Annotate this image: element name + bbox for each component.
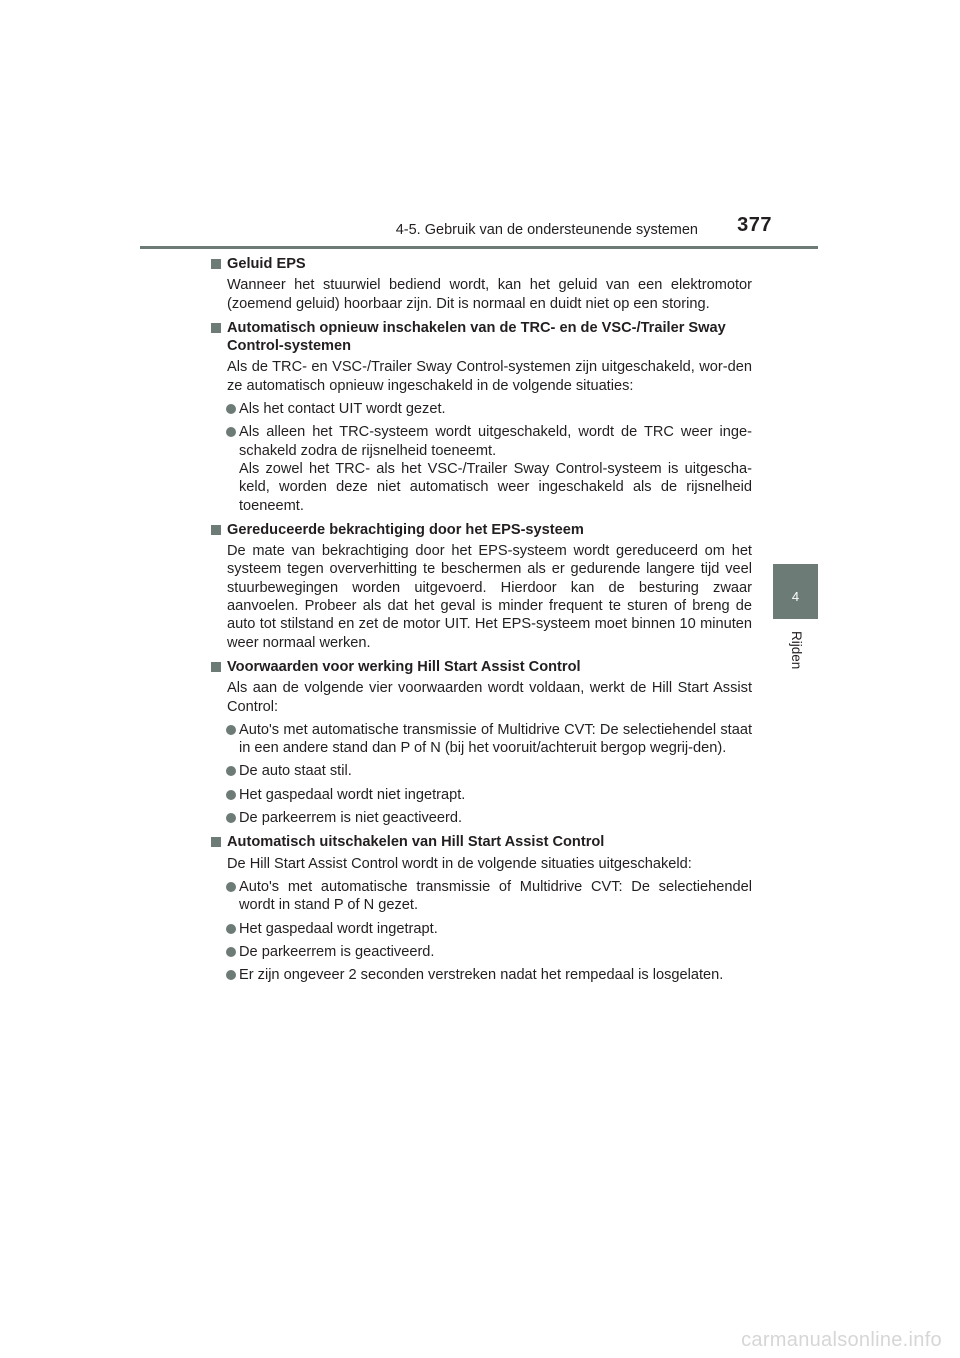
round-bullet-icon	[226, 947, 236, 957]
round-bullet-icon	[226, 970, 236, 980]
list-item-text: Auto's met automatische transmissie of Multidrive CVT: De selectiehendel wordt in stand P of N gezet.	[239, 878, 752, 914]
list-item-text: Als het contact UIT wordt gezet.	[239, 401, 446, 418]
list-item	[210, 878, 752, 915]
chapter-title: 4-5. Gebruik van de ondersteunende systemen	[395, 222, 698, 238]
paragraph: Als aan de volgende vier voorwaarden wordt voldaan, werkt de Hill Start Assist Control:	[227, 680, 752, 715]
page-number: 377	[737, 214, 772, 236]
round-bullet-icon	[226, 813, 236, 823]
section-hill-start-conditions	[210, 658, 752, 827]
square-bullet-icon	[211, 837, 221, 847]
paragraph: Als de TRC- en VSC-/Trailer Sway Control-systemen zijn uitgeschakeld, wor-den ze automatisch opnieuw ingeschakeld in de volgende situaties:	[227, 359, 752, 394]
paragraph: Wanneer het stuurwiel bediend wordt, kan het geluid van een elektromotor (zoemend geluid) hoorbaar zijn. Dit is normaal en duidt niet op een storing.	[227, 277, 752, 312]
list-item	[210, 721, 752, 758]
section-title	[210, 658, 752, 676]
section-reduced-eps-assist	[210, 521, 752, 652]
chapter-tab-label: Rijden	[789, 631, 804, 670]
section-title-text: Voorwaarden voor werking Hill Start Assist Control	[227, 658, 581, 675]
section-title-text: Gereduceerde bekrachtiging door het EPS-systeem	[227, 521, 584, 538]
round-bullet-icon	[226, 766, 236, 776]
list-item-text: Er zijn ongeveer 2 seconden verstreken nadat het rempedaal is losgelaten.	[239, 967, 724, 984]
list-item-text: Het gaspedaal wordt niet ingetrapt.	[239, 786, 466, 803]
section-title	[210, 521, 752, 539]
paragraph: De Hill Start Assist Control wordt in de volgende situaties uitgeschakeld:	[227, 855, 692, 872]
list-item	[210, 400, 752, 418]
square-bullet-icon	[211, 662, 221, 672]
round-bullet-icon	[226, 725, 236, 735]
list-item	[210, 762, 752, 780]
round-bullet-icon	[226, 790, 236, 800]
list-item-text: De parkeerrem is geactiveerd.	[239, 943, 435, 960]
list-item-text: Als alleen het TRC-systeem wordt uitgeschakeld, wordt de TRC weer inge-schakeld zodra de rijsnelheid toeneemt.	[239, 424, 752, 459]
section-title	[210, 255, 752, 273]
section-title-text: Automatisch opnieuw inschakelen van de TRC- en de VSC-/Trailer Sway Control-systemen	[227, 319, 726, 355]
section-title	[210, 319, 752, 356]
paragraph: De mate van bekrachtiging door het EPS-systeem wordt gereduceerd om het systeem tegen oververhitting te beschermen als er gedurende langere tijd veel stuurbewegingen worden uitgevoerd. Hierdoor kan de besturing zwaar aanvoelen. Probeer als dat het geval is minder frequent te sturen of breng de auto tot stilstand en zet de motor UIT. Het EPS-systeem moet binnen 10 minuten weer normaal werken.	[227, 543, 752, 651]
list-item	[210, 786, 752, 804]
round-bullet-icon	[226, 924, 236, 934]
round-bullet-icon	[226, 404, 236, 414]
list-item	[210, 943, 752, 961]
watermark: carmanualsonline.info	[741, 1329, 942, 1351]
list-item	[210, 423, 752, 514]
chapter-tab-number: 4	[791, 589, 800, 604]
list-item-text: Auto's met automatische transmissie of Multidrive CVT: De selectiehendel staat in een andere stand dan P of N (bij het vooruit/achteruit bergop wegrij-den).	[239, 721, 752, 757]
section-title	[210, 833, 752, 851]
list-item-text: De parkeerrem is niet geactiveerd.	[239, 810, 463, 827]
round-bullet-icon	[226, 882, 236, 892]
square-bullet-icon	[211, 525, 221, 535]
square-bullet-icon	[211, 323, 221, 333]
chapter-tab-label-box	[773, 619, 818, 703]
list-item-text: Het gaspedaal wordt ingetrapt.	[239, 920, 438, 937]
list-item	[210, 920, 752, 938]
square-bullet-icon	[211, 259, 221, 269]
section-eps-sound	[210, 255, 752, 313]
section-auto-reenable-trc-vsc	[210, 319, 752, 515]
list-item	[210, 809, 752, 827]
section-title-text: Geluid EPS	[227, 256, 306, 272]
chapter-tab	[773, 564, 818, 619]
list-item	[210, 966, 752, 984]
section-title-text: Automatisch uitschakelen van Hill Start Assist Control	[227, 834, 605, 851]
list-item-text-continued: Als zowel het TRC- als het VSC-/Trailer Sway Control-systeem is uitgescha-keld, worden deze niet automatisch weer ingeschakeld als de rijsnelheid toeneemt.	[239, 460, 752, 514]
page-content	[210, 255, 752, 990]
page-header	[140, 212, 818, 249]
section-hill-start-auto-off	[210, 833, 752, 984]
list-item-text: De auto staat stil.	[239, 763, 352, 780]
round-bullet-icon	[226, 427, 236, 437]
